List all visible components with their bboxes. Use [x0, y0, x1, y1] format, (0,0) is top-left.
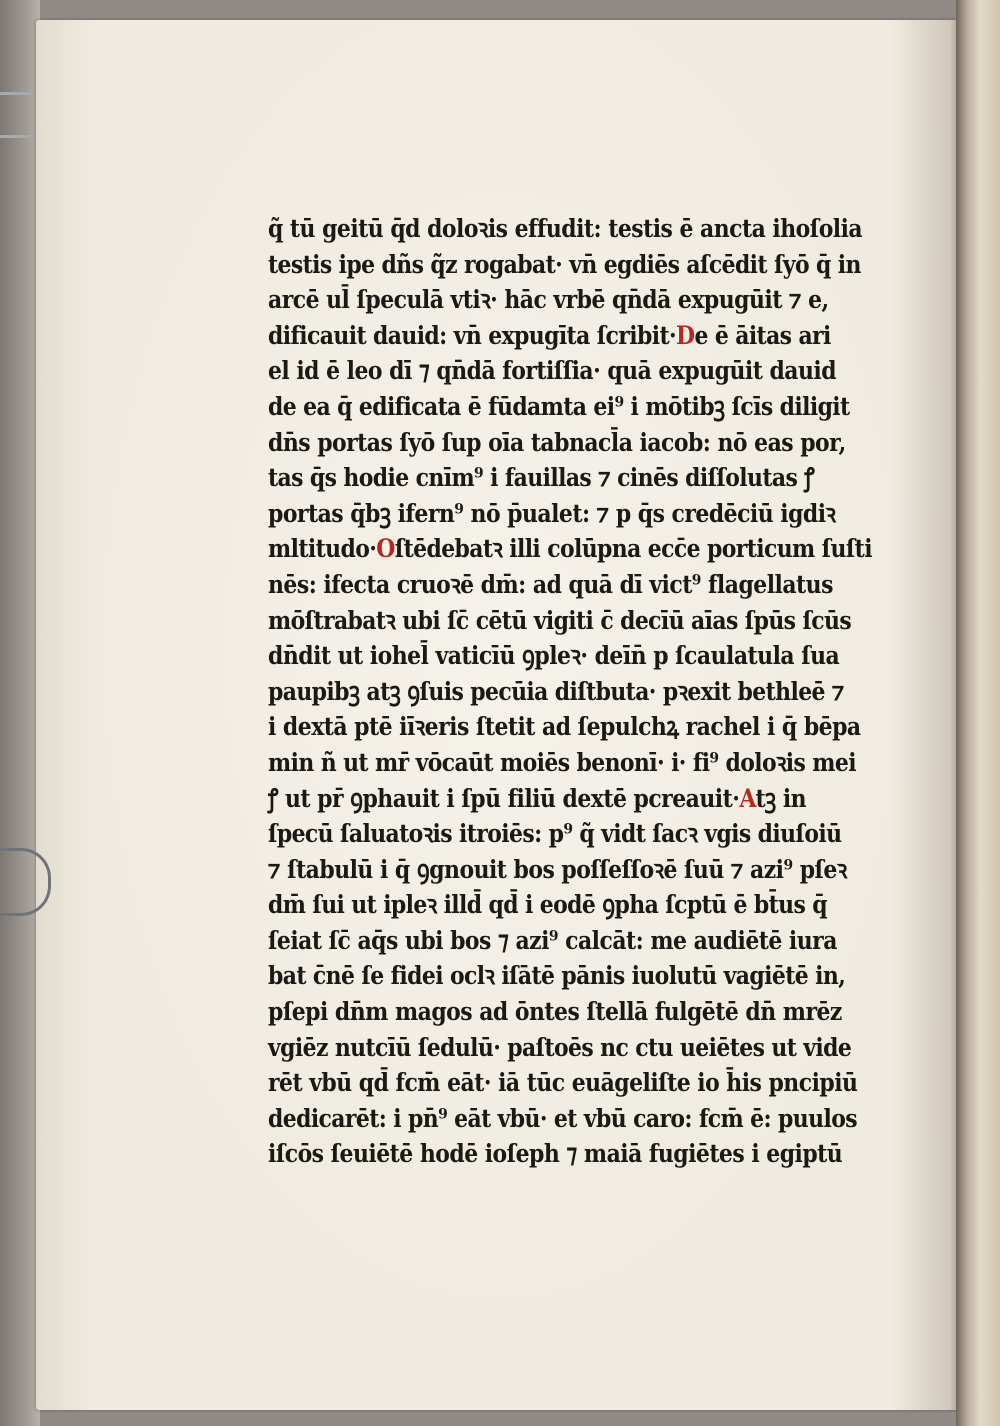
text-segment: de ea q̄ edificata ē fūdamta ei⁹ i mōtibꝫ ſcīs diligit: [268, 391, 850, 422]
text-segment: bat c̄nē ſe fidei oclꝛ iſātē pānis iuolutū vagiētē in,: [268, 961, 846, 992]
rubricated-initial: O: [376, 534, 395, 565]
text-line: [268, 995, 842, 1031]
text-line: [268, 817, 842, 853]
text-line: [268, 390, 850, 426]
text-segment: tꝫ in: [755, 783, 807, 814]
text-line: [268, 888, 827, 924]
text-segment: ſtēdebatꝛ illi colūpna ecc̄e porticum ſuſti: [394, 534, 872, 565]
text-line: [268, 497, 836, 533]
text-line: [268, 959, 846, 995]
text-line: [268, 319, 831, 355]
text-line: [268, 532, 872, 568]
text-line: [268, 924, 837, 960]
text-block: [268, 212, 872, 1173]
text-segment: dificauit dauid: vn̄ expugīta ſcribit·: [268, 320, 677, 351]
text-segment: testis ipe dñs q̃z rogabat· vn̄ egdiēs aſcēdit ſyō q̄ in: [268, 249, 861, 280]
text-segment: ꝭ ut pr̄ ꝯphauit i ſpū filiū dextē pcreauit·: [268, 783, 740, 814]
book-spine-edge: [956, 0, 1000, 1426]
text-line: [268, 354, 837, 390]
left-backdrop: [0, 0, 40, 1426]
text-line: [268, 604, 852, 640]
metal-clip-bottom: [0, 848, 51, 916]
text-segment: arcē ul̄ ſpeculā vtiꝛ· hāc vrbē qn̄dā expugūit ⁊ e,: [268, 285, 829, 316]
text-line: [268, 1031, 852, 1067]
text-segment: mōſtrabatꝛ ubi ſc̄ cētū vigiti c̄ decīū aīas ſpūs ſcūs: [268, 605, 852, 636]
text-line: [268, 568, 833, 604]
text-segment: q̃ tū geitū q̄d doloꝛis effudit: testis ē ancta ihoſolia: [268, 214, 863, 244]
text-segment: dedicarēt: i pn̄⁹ eāt vbū· et vbū caro: fcm̄ ē: puulos: [268, 1103, 857, 1134]
text-line: [268, 212, 863, 248]
text-segment: ſpecū ſaluatoꝛis itroiēs: p⁹ q̃ vidt ſacꝛ vgis diuſoiū: [268, 819, 842, 850]
text-segment: tas q̄s hodie cnīm⁹ i fauillas ⁊ cinēs diſſolutas ꝭ: [268, 463, 815, 494]
text-line: [268, 1066, 858, 1102]
text-line: [268, 675, 844, 711]
text-line: [268, 746, 856, 782]
text-line: [268, 283, 829, 319]
text-line: [268, 248, 861, 284]
text-line: [268, 782, 807, 818]
text-segment: e ē āitas ari: [694, 320, 831, 351]
text-segment: ſeiat ſc̄ aq̄s ubi bos ⁊ azi⁹ calcāt: me audiētē iura: [268, 925, 837, 956]
text-line: [268, 1102, 857, 1138]
text-segment: el id ē leo dī ⁊ qn̄dā fortiſſia· quā expugūit dauid: [268, 356, 837, 387]
text-segment: min ñ ut mr̄ vōcaūt moiēs benonī· i· fi⁹ doloꝛis mei: [268, 747, 856, 778]
text-segment: mltitudo·: [268, 534, 377, 565]
text-segment: rēt vbū qd̄ fcm̄ eāt· iā tūc euāgeliſte io h̄is pncipiū: [268, 1068, 858, 1099]
text-line: [268, 461, 815, 497]
text-segment: pſepi dn̄m magos ad ōntes ſtellā fulgētē dn̄ mrēz: [268, 997, 842, 1028]
text-line: [268, 853, 847, 889]
text-segment: paupibꝫ atꝫ ꝯſuis pecūia diſtbuta· pꝛexit bethleē ⁊: [268, 676, 844, 707]
text-segment: iſcōs ſeuiētē hodē ioſeph ⁊ maiā fugiētes i egiptū: [268, 1139, 843, 1170]
text-segment: ⁊ ſtabulū i q̄ ꝯgnouit bos poſſeſſoꝛē ſuū ⁊ azi⁹ pſeꝛ: [268, 854, 847, 885]
text-segment: vgiēz nutcīū ſedulū· paſtoēs nc ctu ueiētes ut vide: [268, 1032, 852, 1063]
text-segment: dn̄s portas ſyō ſup oīa tabnacl̄a iacob: nō eas por,: [268, 427, 846, 458]
text-segment: dn̄dit ut iohel̄ vaticīū ꝯpleꝛ· deīn̄ p ſcaulatula ſua: [268, 641, 840, 672]
text-line: [268, 639, 840, 675]
text-segment: nēs: ifecta cruoꝛē dm̄: ad quā dī vict⁹ flagellatus: [268, 569, 833, 600]
text-line: [268, 710, 861, 746]
text-segment: i dextā ptē iīꝛeris ſtetit ad ſepulchꝝ rachel i q̄ bēpa: [268, 712, 861, 743]
text-segment: portas q̄bꝫ ifern⁹ nō p̄ualet: ⁊ p q̄s credēciū igdiꝛ: [268, 498, 836, 529]
text-line: [268, 1137, 843, 1173]
text-segment: dm̄ ſui ut ipleꝛ illd̄ qd̄ i eodē ꝯpha ſcptū ē bt̄us q̄: [268, 890, 827, 921]
rubricated-initial: D: [676, 320, 695, 351]
text-line: [268, 426, 846, 462]
rubricated-initial: A: [739, 783, 756, 814]
